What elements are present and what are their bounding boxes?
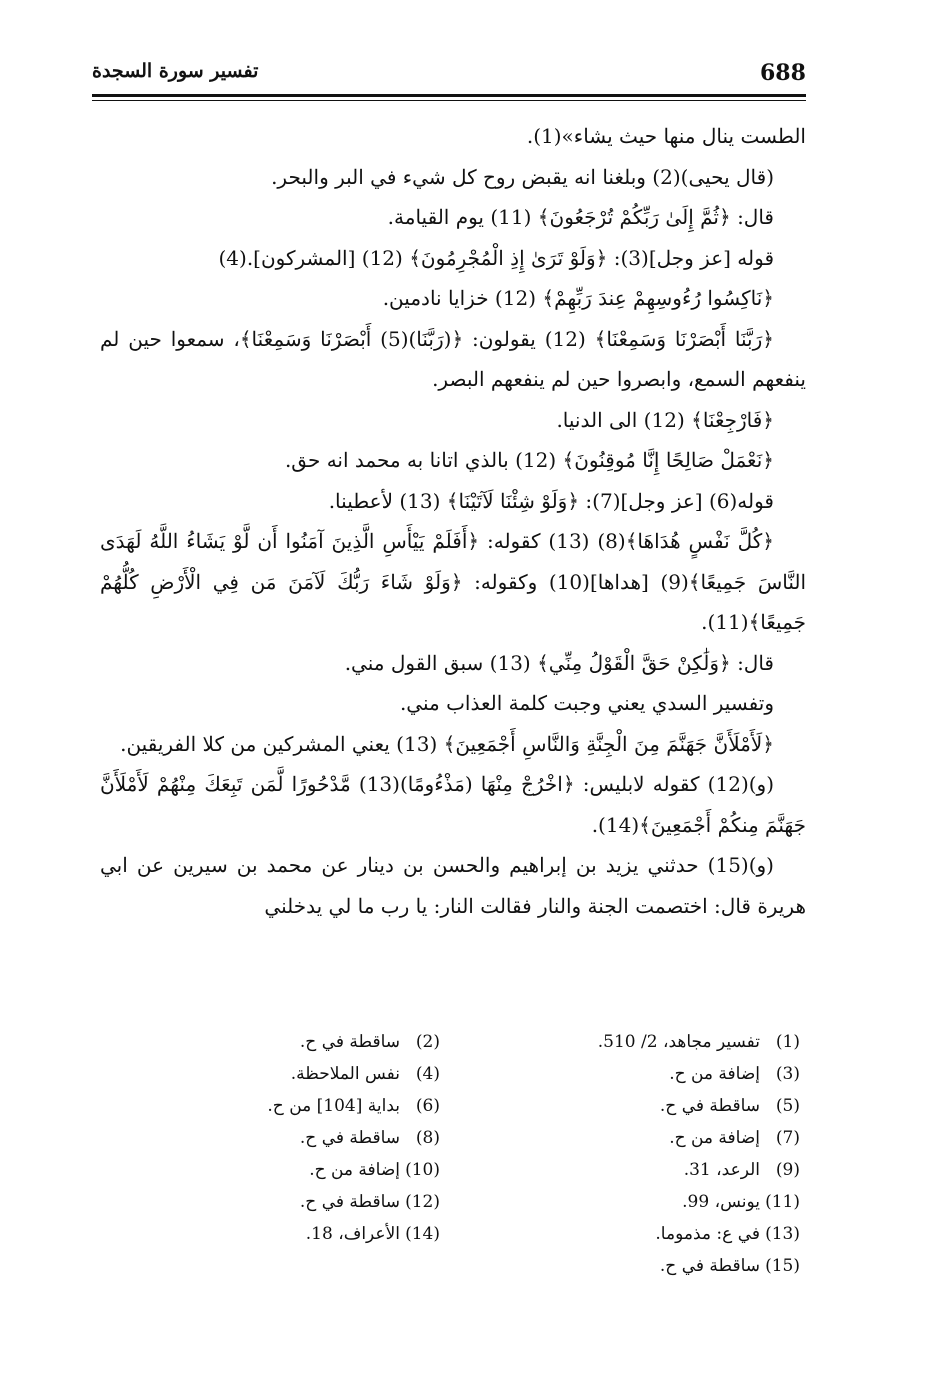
footnote bbox=[530, 1218, 800, 1250]
footnotes-even-column bbox=[180, 1026, 440, 1250]
footnote-number: (2) bbox=[415, 1032, 440, 1052]
footnote-text: نفس الملاحظة. bbox=[290, 1064, 400, 1084]
footnote-number: (8) bbox=[415, 1128, 440, 1148]
footnote-number: (3) bbox=[775, 1064, 800, 1084]
footnote-text: ساقطة في ح. bbox=[659, 1256, 760, 1276]
footnote bbox=[530, 1250, 800, 1282]
running-title: تفسير سورة السجدة bbox=[92, 60, 259, 82]
paragraph: قوله(6) [عز وجل](7): ﴿وَلَوْ شِئْنَا لَآتَيْنَا﴾ (13) لأعطينا. bbox=[328, 488, 774, 513]
footnote-number: (5) bbox=[775, 1096, 800, 1116]
footnote bbox=[530, 1122, 800, 1154]
footnote bbox=[180, 1122, 440, 1154]
footnote-text: ساقطة في ح. bbox=[659, 1096, 760, 1116]
footnote bbox=[530, 1090, 800, 1122]
footnote-number: (13) bbox=[765, 1224, 800, 1244]
footnote-text: ساقطة في ح. bbox=[299, 1032, 400, 1052]
footnote-text: ساقطة في ح. bbox=[299, 1128, 400, 1148]
page-header bbox=[92, 58, 806, 94]
footnote-text: الرعد، 31. bbox=[683, 1160, 760, 1180]
page-number: 688 bbox=[760, 60, 806, 86]
footnote-number: (10) bbox=[405, 1160, 440, 1180]
footnotes bbox=[200, 1026, 800, 1296]
paragraph: ﴿لَأَمْلَأَنَّ جَهَنَّمَ مِنَ الْجِنَّةِ وَالنَّاسِ أَجْمَعِينَ﴾ (13) يعني المشركين من كلا الفريقين. bbox=[120, 731, 774, 756]
paragraph: ﴿كُلَّ نَفْسٍ هُدَاهَا﴾(8) (13) كقوله: ﴿أَفَلَمْ يَيْأَسِ الَّذِينَ آمَنُوا أَن لَّوْ يَشَاءُ اللَّهُ لَهَدَى النَّاسَ جَمِيعًا﴾(9) [هداها](10) وكقوله: ﴿وَلَوْ شَاءَ رَبُّكَ لَآمَنَ مَن فِي الْأَرْضِ كُلُّهُمْ جَمِيعًا﴾(11). bbox=[100, 529, 807, 634]
footnote bbox=[180, 1186, 440, 1218]
footnote-text: ساقطة في ح. bbox=[299, 1192, 400, 1212]
paragraph: الطست ينال منها حيث يشاء»(1). bbox=[526, 124, 806, 148]
footnote bbox=[530, 1154, 800, 1186]
footnote-number: (4) bbox=[415, 1064, 440, 1084]
paragraph: ﴿نَاكِسُوا رُءُوسِهِمْ عِندَ رَبِّهِمْ﴾ (12) خزايا نادمين. bbox=[382, 286, 774, 310]
paragraph: (و)(12) كقوله لابليس: ﴿اخْرُجْ مِنْهَا (مَذْءُومًا)(13) مَّدْحُورًا لَّمَن تَبِعَكَ مِنْهُمْ لَأَمْلَأَنَّ جَهَنَّمَ مِنكُمْ أَجْمَعِينَ﴾(14). bbox=[100, 772, 806, 837]
footnote bbox=[530, 1026, 800, 1058]
footnote bbox=[180, 1090, 440, 1122]
paragraph: قال: ﴿وَلَٰكِنْ حَقَّ الْقَوْلُ مِنِّي﴾ (13) سبق القول مني. bbox=[344, 650, 774, 675]
paragraph: ﴿فَارْجِعْنَا﴾ (12) الى الدنيا. bbox=[556, 407, 774, 432]
footnote-text: تفسير مجاهد، 2/ 510. bbox=[597, 1032, 760, 1052]
footnote-number: (6) bbox=[415, 1096, 440, 1116]
footnote-number: (11) bbox=[765, 1192, 800, 1212]
paragraph: وتفسير السدي يعني وجبت كلمة العذاب مني. bbox=[399, 691, 774, 715]
footnote-number: (9) bbox=[775, 1160, 800, 1180]
paragraph: قال: ﴿ثُمَّ إِلَىٰ رَبِّكُمْ تُرْجَعُونَ﴾ (11) يوم القيامة. bbox=[387, 205, 774, 229]
footnote bbox=[180, 1154, 440, 1186]
footnote-text: بداية [104] من ح. bbox=[267, 1096, 400, 1116]
footnote-number: (7) bbox=[775, 1128, 800, 1148]
paragraph: ﴿نَعْمَلْ صَالِحًا إِنَّا مُوقِنُونَ﴾ (12) بالذي اتانا به محمد انه حق. bbox=[284, 448, 774, 472]
footnote-number: (15) bbox=[765, 1256, 800, 1276]
paragraph: (و)(15) حدثني يزيد بن إبراهيم والحسن بن دينار عن محمد بن سيرين عن ابي هريرة قال: اختصمت الجنة والنار فقالت النار: يا رب ما لي يدخلني bbox=[100, 853, 806, 918]
main-text bbox=[100, 116, 806, 926]
footnote-text: إضافة من ح. bbox=[669, 1128, 760, 1148]
paragraph: (قال يحيى)(2) وبلغنا انه يقبض روح كل شيء في البر والبحر. bbox=[271, 164, 774, 189]
footnote-text: الأعراف، 18. bbox=[305, 1224, 400, 1244]
footnotes-odd-column bbox=[530, 1026, 800, 1282]
footnote-text: إضافة من ح. bbox=[669, 1064, 760, 1084]
footnote bbox=[180, 1026, 440, 1058]
footnote-number: (12) bbox=[405, 1192, 440, 1212]
footnote-text: يونس، 99. bbox=[682, 1192, 760, 1212]
footnote-number: (1) bbox=[775, 1032, 800, 1052]
footnote-number: (14) bbox=[405, 1224, 440, 1244]
footnote bbox=[180, 1058, 440, 1090]
footnote-text: إضافة من ح. bbox=[309, 1160, 400, 1180]
footnote bbox=[530, 1186, 800, 1218]
footnote bbox=[530, 1058, 800, 1090]
header-rule bbox=[92, 94, 806, 97]
paragraph: ﴿رَبَّنَا أَبْصَرْنَا وَسَمِعْنَا﴾ (12) يقولون: ﴿(رَبَّنَا)(5) أَبْصَرْنَا وَسَمِعْنَا﴾، سمعوا حين لم ينفعهم السمع، وابصروا حين لم ينفعهم البصر. bbox=[100, 326, 806, 391]
paragraph: قوله [عز وجل](3): ﴿وَلَوْ تَرَىٰ إِذِ الْمُجْرِمُونَ﴾ (12) [المشركون].(4) bbox=[218, 245, 774, 270]
footnote-text: في ع: مذموما. bbox=[655, 1224, 760, 1244]
footnote bbox=[180, 1218, 440, 1250]
header-rule-thin bbox=[92, 100, 806, 101]
